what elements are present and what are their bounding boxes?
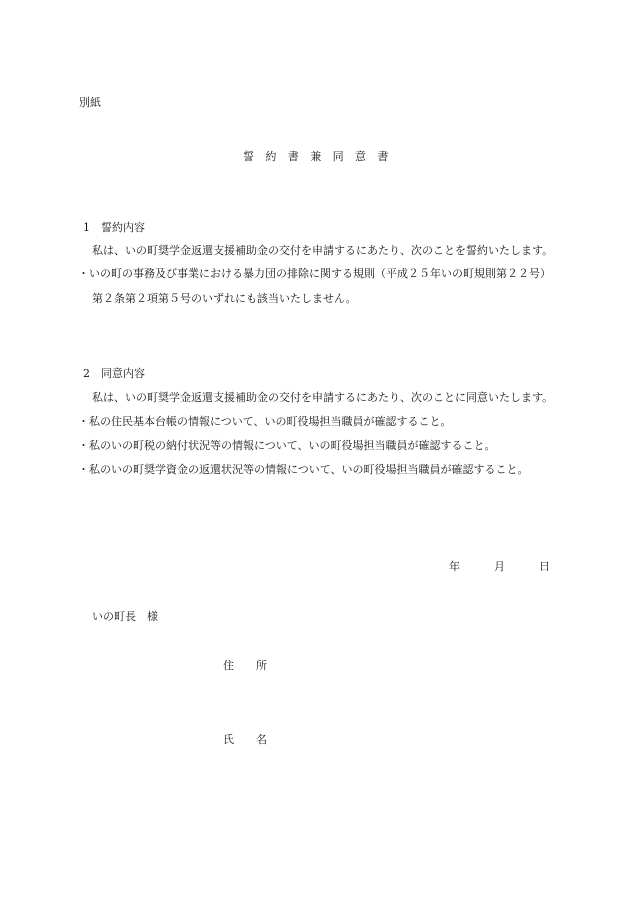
addressee: いの町長 様 [92, 610, 158, 623]
consent-item: ・私のいの町税の納付状況等の情報について、いの町役場担当職員が確認すること。 [78, 439, 496, 452]
consent-item: ・私のいの町奨学資金の返還状況等の情報について、いの町役場担当職員が確認すること。 [78, 463, 529, 476]
pledge-item-line: ・いの町の事務及び事業における暴力団の排除に関する規則（平成２５年いの町規則第２２号） [78, 267, 551, 280]
pledge-statement: 私は、いの町奨学金返還支援補助金の交付を申請するにあたり、次のことを誓約いたします。 [92, 244, 554, 257]
attachment-label: 別紙 [79, 96, 101, 109]
address-label: 住 所 [223, 659, 267, 672]
consent-heading: 2 同意内容 [83, 367, 145, 380]
consent-item: ・私の住民基本台帳の情報について、いの町役場担当職員が確認すること。 [78, 415, 452, 428]
date-month-label: 月 [494, 560, 505, 573]
document-title: 誓 約 書 兼 同 意 書 [243, 150, 389, 163]
date-year-label: 年 [449, 560, 460, 573]
pledge-heading: 1 誓約内容 [83, 221, 145, 234]
name-label: 氏 名 [223, 733, 267, 746]
date-day-label: 日 [539, 560, 550, 573]
pledge-item-continuation: 第２条第２項第５号のいずれにも該当いたしません。 [92, 292, 357, 305]
consent-statement: 私は、いの町奨学金返還支援補助金の交付を申請するにあたり、次のことに同意いたします。 [92, 391, 554, 404]
